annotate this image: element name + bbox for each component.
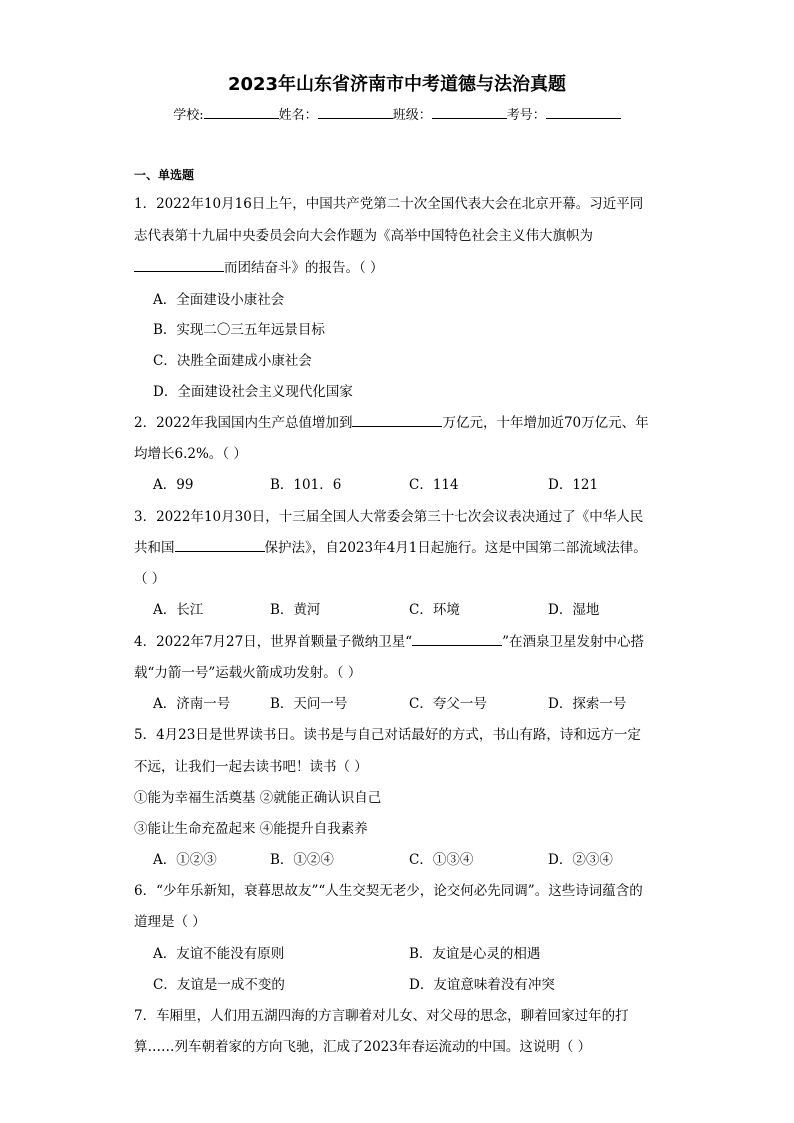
q1-line3-text: 而团结奋斗》的报告。（ ）: [224, 260, 384, 276]
q5-line1: 5．4月23日是世界读书日。读书是与自己对话最好的方式，书山有路，诗和远方一定: [134, 727, 641, 743]
q2-answer-blank: [352, 412, 442, 427]
q3-line1: 3．2022年10月30日，十三届全国人大常委会第三十七次会议表决通过了《中华人民: [134, 509, 644, 525]
q2-option-d[interactable]: D．121: [548, 477, 599, 493]
name-label: 姓名：: [278, 108, 318, 123]
q7-line1: 7．车厢里，人们用五湖四海的方言聊着对儿女、对父母的思念，聊着回家过年的打: [134, 1008, 629, 1024]
q4-option-c[interactable]: C．夸父一号: [409, 696, 487, 712]
q6-line1: 6．“少年乐新知，衰暮思故友”“人生交契无老少，论交何必先同调”。这些诗词蕴含的: [134, 883, 643, 899]
q1-line1: 1．2022年10月16日上午，中国共产党第二十次全国代表大会在北京开幕。习近平同: [134, 196, 644, 212]
page-title: 2023年山东省济南市中考道德与法治真题: [227, 74, 567, 95]
q4-option-d[interactable]: D．探索一号: [548, 696, 627, 712]
school-blank[interactable]: [204, 106, 279, 119]
q3-answer-blank: [175, 537, 265, 552]
q4-option-b[interactable]: B．天问一号: [270, 696, 348, 712]
q6-line2: 道理是（ ）: [134, 914, 206, 930]
q3-line2-before: 共和国: [134, 540, 175, 556]
q5-option-c[interactable]: C．①③④: [409, 852, 474, 868]
q2-line2: 均增长6.2%。（ ）: [134, 446, 247, 462]
q3-option-b[interactable]: B．黄河: [270, 602, 321, 618]
q1-option-d[interactable]: D．全面建设社会主义现代化国家: [153, 384, 353, 400]
q6-option-c[interactable]: C．友谊是一成不变的: [153, 977, 285, 993]
school-label: 学校:: [173, 108, 204, 123]
q3-line3: （ ）: [134, 571, 166, 587]
q2-line1-before: 2．2022年我国国内生产总值增加到: [134, 415, 353, 431]
q3-option-d[interactable]: D．湿地: [548, 602, 600, 618]
q1-line2: 志代表第十九届中央委员会向大会作题为《高举中国特色社会主义伟大旗帜为: [134, 228, 593, 244]
q3-option-c[interactable]: C．环境: [409, 602, 460, 618]
q3-line2: [134, 536, 647, 556]
q1-answer-blank: [134, 257, 224, 272]
q4-line2: 载“力箭一号”运载火箭成功发射。（ ）: [134, 665, 362, 681]
q2-option-c[interactable]: C．114: [409, 477, 459, 493]
q7-line2: 算……列车朝着家的方向飞驰，汇成了2023年春运流动的中国。这说明（ ）: [134, 1039, 592, 1055]
class-blank[interactable]: [432, 106, 507, 119]
q5-line2: 不远，让我们一起去读书吧！读书（ ）: [134, 759, 368, 775]
q6-option-d[interactable]: D．友谊意味着没有冲突: [409, 977, 555, 993]
student-info-row: [0, 104, 794, 123]
q4-answer-blank: [412, 631, 502, 646]
name-blank[interactable]: [318, 106, 393, 119]
class-label: 班级：: [392, 108, 432, 123]
q2-line1-after: 万亿元，十年增加近70万亿元、年: [442, 415, 649, 431]
q6-option-b[interactable]: B．友谊是心灵的相遇: [409, 946, 541, 962]
q1-option-c[interactable]: C．决胜全面建成小康社会: [153, 353, 312, 369]
number-blank[interactable]: [546, 106, 621, 119]
q4-line1: [134, 630, 644, 650]
q2-option-a[interactable]: A．99: [153, 477, 194, 493]
q4-line1-before: 4．2022年7月27日，世界首颗量子微纳卫星“: [134, 634, 413, 650]
q1-option-a[interactable]: A．全面建设小康社会: [153, 292, 285, 308]
q5-option-d[interactable]: D．②③④: [548, 852, 613, 868]
q5-option-a[interactable]: A．①②③: [153, 852, 217, 868]
q2-option-b[interactable]: B．101．6: [270, 477, 342, 493]
q1-option-b[interactable]: B．实现二〇三五年远景目标: [153, 322, 325, 338]
number-label: 考号：: [506, 108, 546, 123]
q5-statements-1: ①能为幸福生活奠基 ②就能正确认识自己: [134, 790, 382, 806]
q4-line1-after: ”在酒泉卫星发射中心搭: [502, 634, 645, 650]
q4-option-a[interactable]: A．济南一号: [153, 696, 231, 712]
q3-line2-after: 保护法》，自2023年4月1日起施行。这是中国第二部流域法律。: [264, 540, 647, 556]
q3-option-a[interactable]: A．长江: [153, 602, 204, 618]
q5-option-b[interactable]: B．①②④: [270, 852, 334, 868]
q1-line3: [134, 256, 384, 276]
q2-line1: [134, 411, 649, 431]
section-heading: 一、单选题: [134, 168, 195, 182]
q5-statements-2: ③能让生命充盈起来 ④能提升自我素养: [134, 821, 368, 837]
q6-option-a[interactable]: A．友谊不能没有原则: [153, 946, 285, 962]
